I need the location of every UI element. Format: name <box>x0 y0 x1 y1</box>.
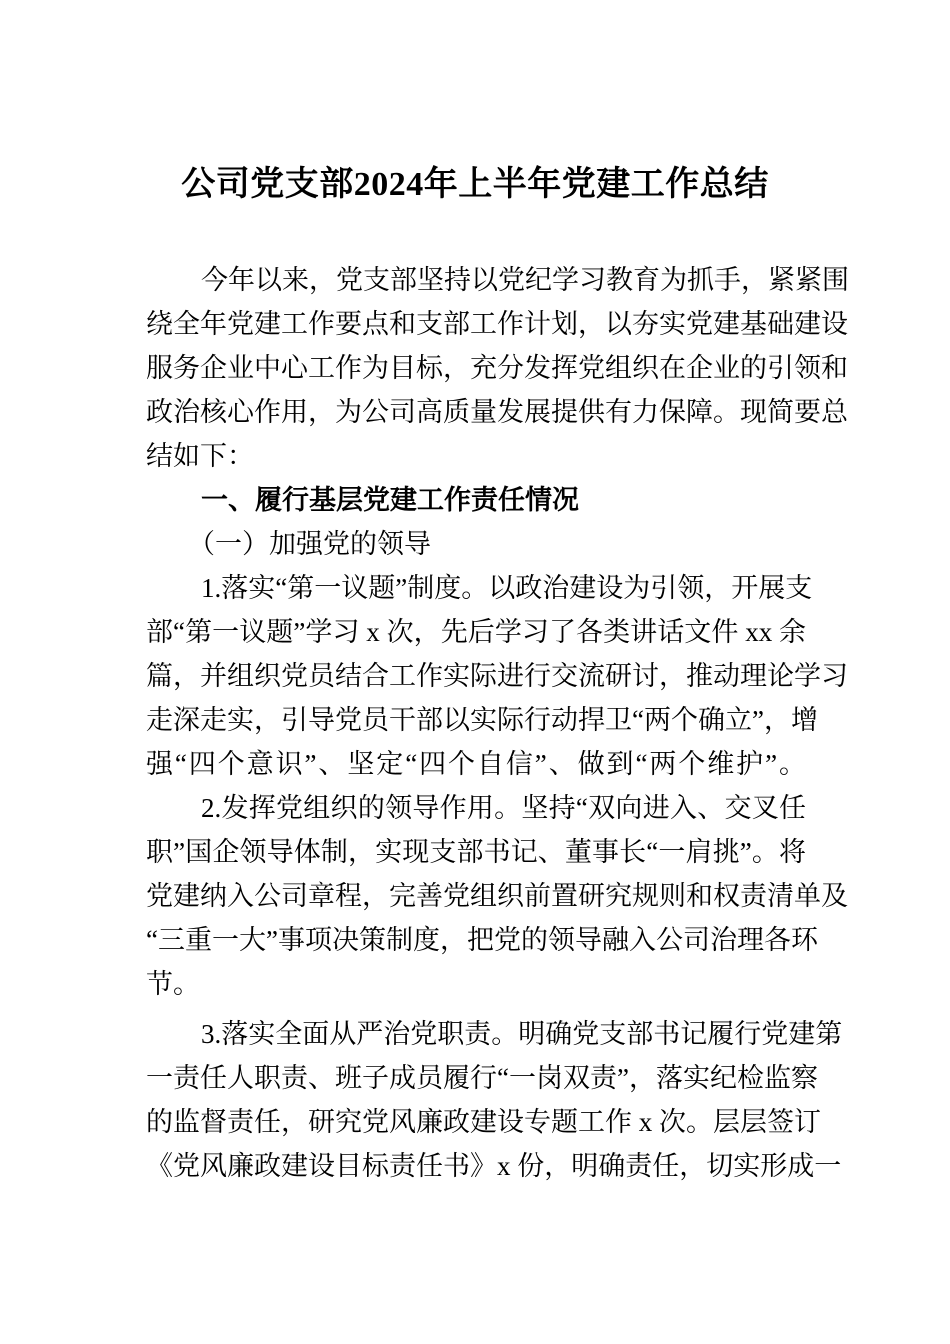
document-title: 公司党支部2024年上半年党建工作总结 <box>181 166 769 203</box>
text-line: 强“四个意识”、坚定“四个自信”、做到“两个维护”。 <box>146 749 806 779</box>
text-line: 1.落实“第一议题”制度。以政治建设为引领，开展支 <box>201 573 813 603</box>
section-heading: 一、履行基层党建工作责任情况 <box>201 485 579 515</box>
subsection-heading: （一）加强党的领导 <box>188 529 431 559</box>
text-line: 职”国企领导体制，实现支部书记、董事长“一肩挑”。将 <box>146 837 806 867</box>
item-paragraph-1 <box>146 566 848 786</box>
text-line: 今年以来，党支部坚持以党纪学习教育为抓手，紧紧围 <box>201 265 849 295</box>
intro-paragraph <box>146 258 849 478</box>
text-line: 政治核心作用，为公司高质量发展提供有力保障。现简要总 <box>146 397 848 427</box>
text-line: 服务企业中心工作为目标，充分发挥党组织在企业的引领和 <box>146 353 848 383</box>
text-line: 部“第一议题”学习 x 次，先后学习了各类讲话文件 xx 余 <box>146 617 806 647</box>
document-body <box>146 258 849 1188</box>
text-line: 走深走实，引导党员干部以实际行动捍卫“两个确立”，增 <box>146 705 818 735</box>
text-line: 绕全年党建工作要点和支部工作计划，以夯实党建基础建设 <box>146 309 848 339</box>
text-line: 3.落实全面从严治党职责。明确党支部书记履行党建第 <box>201 1019 843 1049</box>
text-line: 一责任人职责、班子成员履行“一岗双责”，落实纪检监察 <box>146 1063 818 1093</box>
item-paragraph-3 <box>146 1012 843 1188</box>
text-line: 节。 <box>146 969 200 999</box>
text-line: 结如下： <box>146 441 254 471</box>
text-line: 《党风廉政建设目标责任书》x 份，明确责任，切实形成一 <box>146 1151 842 1181</box>
text-line: 的监督责任，研究党风廉政建设专题工作 x 次。层层签订 <box>146 1107 821 1137</box>
text-line: 党建纳入公司章程，完善党组织前置研究规则和权责清单及 <box>146 881 848 911</box>
text-line: 篇，并组织党员结合工作实际进行交流研讨，推动理论学习 <box>146 661 848 691</box>
item-paragraph-2 <box>146 786 848 1006</box>
text-line: 2.发挥党组织的领导作用。坚持“双向进入、交叉任 <box>201 793 806 823</box>
text-line: “三重一大”事项决策制度，把党的领导融入公司治理各环 <box>146 925 818 955</box>
